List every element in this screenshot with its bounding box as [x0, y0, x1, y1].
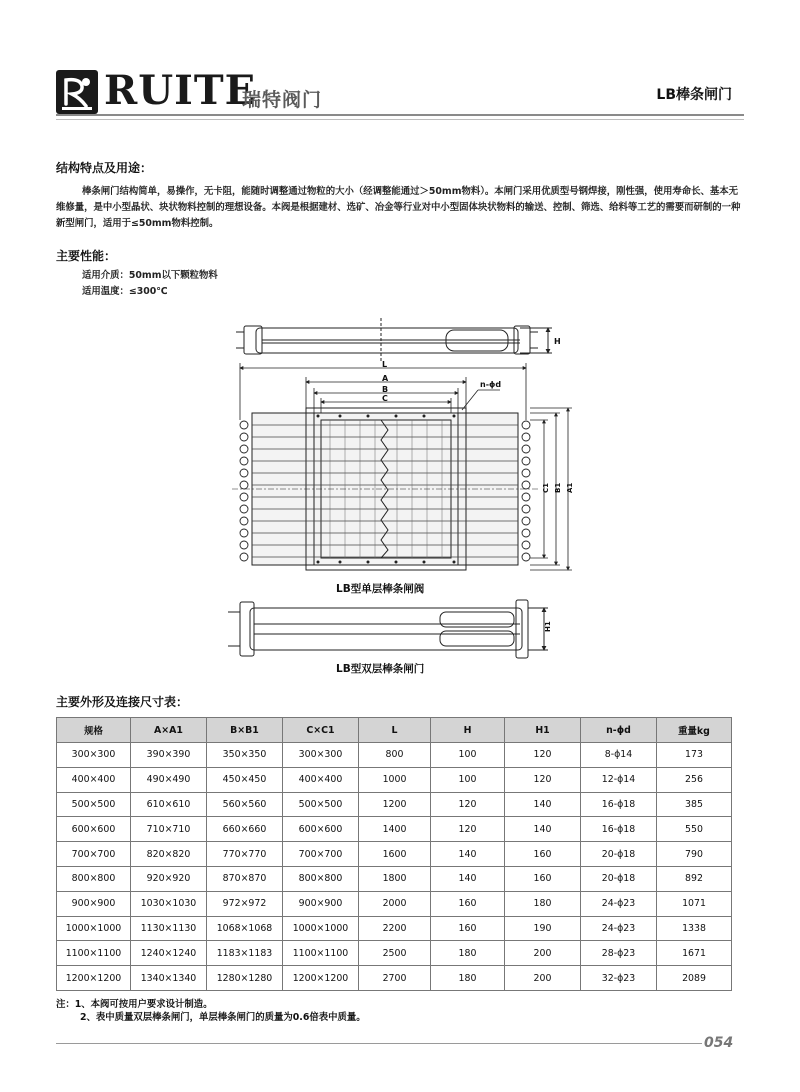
- cell: 1338: [657, 916, 732, 941]
- cell: 1200×1200: [57, 966, 131, 991]
- table-row: [57, 891, 732, 916]
- cell: 180: [431, 966, 505, 991]
- cell: 1200×1200: [283, 966, 359, 991]
- cell: 1240×1240: [131, 941, 207, 966]
- table-row: [57, 866, 732, 891]
- footer-divider: [56, 1043, 702, 1044]
- cell: 180: [431, 941, 505, 966]
- cell: 700×700: [57, 842, 131, 867]
- cell: 800×800: [283, 866, 359, 891]
- side-view-double: [228, 600, 548, 658]
- cell: 140: [431, 866, 505, 891]
- cell: 2200: [359, 916, 431, 941]
- cell: 350×350: [207, 743, 283, 768]
- dim-label-C1: C1: [542, 482, 550, 493]
- cell: 2500: [359, 941, 431, 966]
- cell: 160: [505, 866, 581, 891]
- caption-double-layer: LB型双层棒条闸门: [336, 663, 425, 675]
- cell: 400×400: [57, 767, 131, 792]
- cell: 1000×1000: [57, 916, 131, 941]
- cell: 1280×1280: [207, 966, 283, 991]
- header-h1: H1: [505, 718, 581, 743]
- cell: 490×490: [131, 767, 207, 792]
- cell: 390×390: [131, 743, 207, 768]
- cell: 180: [505, 891, 581, 916]
- cell: 1800: [359, 866, 431, 891]
- table-row: [57, 817, 732, 842]
- cell: 2089: [657, 966, 732, 991]
- cell: 173: [657, 743, 732, 768]
- dim-label-H: H: [554, 337, 561, 346]
- cell: 820×820: [131, 842, 207, 867]
- cell: 8-ϕ14: [581, 743, 657, 768]
- cell: 12-ϕ14: [581, 767, 657, 792]
- cell: 1340×1340: [131, 966, 207, 991]
- cell: 140: [505, 817, 581, 842]
- cell: 300×300: [283, 743, 359, 768]
- dim-label-A: A: [382, 374, 389, 383]
- dim-label-B: B: [382, 385, 389, 394]
- cell: 770×770: [207, 842, 283, 867]
- cell: 256: [657, 767, 732, 792]
- cell: 1071: [657, 891, 732, 916]
- cell: 550: [657, 817, 732, 842]
- table-header-row: [57, 718, 732, 743]
- table-row: [57, 941, 732, 966]
- table-row: [57, 842, 732, 867]
- page-title: LB棒条闸门: [656, 87, 732, 103]
- cell: 800×800: [57, 866, 131, 891]
- cell: 20-ϕ18: [581, 866, 657, 891]
- cell: 160: [431, 891, 505, 916]
- cell: 790: [657, 842, 732, 867]
- cell: 450×450: [207, 767, 283, 792]
- cell: 140: [431, 842, 505, 867]
- cell: 1100×1100: [283, 941, 359, 966]
- header-c-c1: C×C1: [283, 718, 359, 743]
- cell: 1671: [657, 941, 732, 966]
- cell: 600×600: [283, 817, 359, 842]
- table-row: [57, 743, 732, 768]
- cell: 600×600: [57, 817, 131, 842]
- cell: 900×900: [57, 891, 131, 916]
- cell: 1030×1030: [131, 891, 207, 916]
- dim-label-C: C: [382, 394, 388, 403]
- dim-label-B1: B1: [554, 482, 562, 493]
- cell: 385: [657, 792, 732, 817]
- cell: 972×972: [207, 891, 283, 916]
- cell: 120: [505, 767, 581, 792]
- cell: 100: [431, 743, 505, 768]
- cell: 400×400: [283, 767, 359, 792]
- cell: 1000: [359, 767, 431, 792]
- cell: 16-ϕ18: [581, 792, 657, 817]
- brand-name-cn: 瑞特阀门: [242, 89, 323, 111]
- dim-label-H1: H1: [544, 621, 552, 632]
- cell: 1130×1130: [131, 916, 207, 941]
- plan-view: [232, 408, 540, 570]
- spec-table: [56, 717, 732, 991]
- caption-single-layer: LB型单层棒条闸阀: [336, 583, 425, 595]
- header-h: H: [431, 718, 505, 743]
- performance-title: 主要性能：: [56, 249, 117, 263]
- cell: 1068×1068: [207, 916, 283, 941]
- performance-medium: 适用介质：50mm以下颗粒物料: [82, 270, 218, 281]
- cell: 190: [505, 916, 581, 941]
- side-view-top: [236, 318, 552, 362]
- cell: 24-ϕ23: [581, 891, 657, 916]
- cell: 28-ϕ23: [581, 941, 657, 966]
- cell: 710×710: [131, 817, 207, 842]
- cell: 2700: [359, 966, 431, 991]
- cell: 1400: [359, 817, 431, 842]
- table-row: [57, 966, 732, 991]
- note-1: 注：1、本阀可按用户要求设计制造。: [56, 999, 213, 1010]
- cell: 892: [657, 866, 732, 891]
- cell: 700×700: [283, 842, 359, 867]
- cell: 160: [431, 916, 505, 941]
- table-row: [57, 916, 732, 941]
- cell: 120: [431, 817, 505, 842]
- note-2: 2、表中质量双层棒条闸门，单层棒条闸门的质量为0.6倍表中质量。: [80, 1012, 366, 1023]
- table-title: 主要外形及连接尺寸表：: [56, 695, 189, 709]
- header-n-d: n-ϕd: [581, 718, 657, 743]
- cell: 300×300: [57, 743, 131, 768]
- dim-label-L: L: [382, 360, 388, 369]
- dim-label-nd: n-ϕd: [480, 380, 502, 389]
- cell: 920×920: [131, 866, 207, 891]
- cell: 500×500: [57, 792, 131, 817]
- header-weight: 重量kg: [657, 718, 732, 743]
- cell: 1183×1183: [207, 941, 283, 966]
- cell: 200: [505, 966, 581, 991]
- table-row: [57, 767, 732, 792]
- brand-name: RUITE: [104, 67, 257, 114]
- cell: 32-ϕ23: [581, 966, 657, 991]
- cell: 120: [505, 743, 581, 768]
- cell: 610×610: [131, 792, 207, 817]
- cell: 1600: [359, 842, 431, 867]
- cell: 1000×1000: [283, 916, 359, 941]
- cell: 100: [431, 767, 505, 792]
- cell: 1200: [359, 792, 431, 817]
- structure-title: 结构特点及用途：: [56, 161, 153, 175]
- cell: 500×500: [283, 792, 359, 817]
- cell: 24-ϕ23: [581, 916, 657, 941]
- cell: 120: [431, 792, 505, 817]
- structure-text: 棒条闸门结构简单，易操作，无卡阻，能随时调整通过物粒的大小（经调整能通过＞50mm物料）。本闸门采用优质型号钢焊接，刚性强，使用寿命长、基本无维修量，是中小型晶状、块状物料控制的理想设备。本阀是根据建材、选矿、冶金等行业对中小型固体块状物料的输送、控制、筛选、给料等工艺的需要而研制的一种新型闸门，适用于≤50mm物料控制。: [56, 186, 741, 229]
- table-row: [57, 792, 732, 817]
- cell: 800: [359, 743, 431, 768]
- cell: 160: [505, 842, 581, 867]
- page-number: 054: [704, 1035, 734, 1051]
- performance-temperature: 适用温度：≤300℃: [82, 286, 168, 297]
- header-spec: 规格: [57, 718, 131, 743]
- cell: 1100×1100: [57, 941, 131, 966]
- dim-label-A1: A1: [566, 482, 574, 493]
- header-a-a1: A×A1: [131, 718, 207, 743]
- cell: 200: [505, 941, 581, 966]
- cell: 2000: [359, 891, 431, 916]
- cell: 140: [505, 792, 581, 817]
- cell: 900×900: [283, 891, 359, 916]
- cell: 660×660: [207, 817, 283, 842]
- cell: 870×870: [207, 866, 283, 891]
- cell: 16-ϕ18: [581, 817, 657, 842]
- header-b-b1: B×B1: [207, 718, 283, 743]
- cell: 560×560: [207, 792, 283, 817]
- header-l: L: [359, 718, 431, 743]
- cell: 20-ϕ18: [581, 842, 657, 867]
